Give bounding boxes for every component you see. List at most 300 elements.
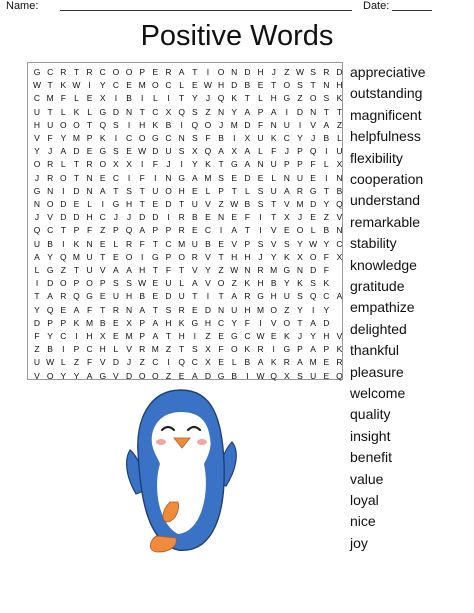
grid-letter[interactable]: I xyxy=(206,291,210,302)
grid-letter[interactable]: R xyxy=(336,357,343,368)
grid-letter[interactable]: Z xyxy=(205,106,211,117)
date-field[interactable] xyxy=(392,10,432,11)
grid-letter[interactable]: O xyxy=(309,251,317,262)
grid-letter[interactable]: C xyxy=(283,133,290,143)
grid-letter[interactable]: E xyxy=(113,317,119,328)
grid-letter[interactable]: M xyxy=(151,344,159,355)
grid-letter[interactable]: L xyxy=(258,93,263,104)
grid-letter[interactable]: A xyxy=(284,185,290,196)
grid-letter[interactable]: O xyxy=(125,251,133,262)
grid-letter[interactable]: E xyxy=(152,67,159,77)
grid-letter[interactable]: Y xyxy=(323,238,330,249)
grid-letter[interactable]: U xyxy=(178,291,185,302)
grid-letter[interactable]: B xyxy=(231,370,238,381)
grid-letter[interactable]: E xyxy=(73,199,80,209)
grid-letter[interactable]: Q xyxy=(99,119,107,130)
grid-letter[interactable]: Y xyxy=(73,370,80,381)
grid-letter[interactable]: K xyxy=(99,133,106,143)
grid-letter[interactable]: R xyxy=(60,291,67,302)
grid-letter[interactable]: J xyxy=(113,212,119,223)
grid-letter[interactable]: U xyxy=(47,119,54,130)
grid-letter[interactable]: T xyxy=(86,119,93,130)
grid-letter[interactable]: F xyxy=(310,159,316,170)
grid-letter[interactable]: W xyxy=(230,199,239,209)
grid-letter[interactable]: N xyxy=(125,304,133,315)
grid-letter[interactable]: T xyxy=(47,106,53,117)
grid-letter[interactable]: A xyxy=(60,146,67,157)
grid-letter[interactable]: K xyxy=(284,251,290,262)
grid-letter[interactable]: E xyxy=(191,185,198,196)
grid-letter[interactable]: Q xyxy=(217,93,225,104)
grid-letter[interactable]: Q xyxy=(309,146,317,157)
grid-letter[interactable]: P xyxy=(297,146,303,157)
grid-letter[interactable]: U xyxy=(33,357,41,368)
grid-letter[interactable]: H xyxy=(270,93,277,104)
grid-letter[interactable]: N xyxy=(310,106,317,117)
grid-letter[interactable]: T xyxy=(73,159,80,170)
grid-letter[interactable]: K xyxy=(244,278,251,289)
grid-letter[interactable]: Q xyxy=(270,370,277,381)
grid-letter[interactable]: E xyxy=(86,93,93,104)
grid-letter[interactable]: S xyxy=(113,278,119,289)
grid-letter[interactable]: X xyxy=(126,317,132,328)
grid-letter[interactable]: X xyxy=(205,344,211,355)
grid-letter[interactable]: I xyxy=(127,119,131,130)
grid-letter[interactable]: M xyxy=(296,199,304,209)
grid-letter[interactable]: J xyxy=(126,357,132,368)
grid-letter[interactable]: H xyxy=(231,251,238,262)
grid-letter[interactable]: I xyxy=(62,238,65,249)
grid-letter[interactable]: C xyxy=(60,331,67,341)
grid-letter[interactable]: P xyxy=(73,278,80,289)
grid-letter[interactable]: Y xyxy=(310,331,316,341)
grid-letter[interactable]: E xyxy=(86,146,93,157)
grid-letter[interactable]: E xyxy=(231,212,238,223)
grid-letter[interactable]: S xyxy=(178,146,185,157)
grid-letter[interactable]: V xyxy=(99,265,106,275)
grid-letter[interactable]: C xyxy=(112,80,119,91)
grid-letter[interactable]: Q xyxy=(191,119,199,130)
grid-letter[interactable]: I xyxy=(219,225,223,236)
grid-letter[interactable]: T xyxy=(271,80,277,91)
grid-letter[interactable]: E xyxy=(99,172,106,183)
grid-letter[interactable]: M xyxy=(178,238,186,249)
grid-letter[interactable]: J xyxy=(284,146,289,157)
grid-letter[interactable]: F xyxy=(152,159,158,170)
grid-letter[interactable]: R xyxy=(296,185,304,196)
grid-letter[interactable]: O xyxy=(309,93,317,104)
grid-letter[interactable]: N xyxy=(336,172,343,183)
grid-letter[interactable]: O xyxy=(138,133,146,143)
grid-letter[interactable]: V xyxy=(270,225,277,236)
grid-letter[interactable]: C xyxy=(323,291,330,302)
grid-letter[interactable]: Z xyxy=(73,357,80,368)
grid-letter[interactable]: G xyxy=(283,344,291,355)
grid-letter[interactable]: V xyxy=(126,344,132,355)
grid-letter[interactable]: U xyxy=(336,146,343,157)
grid-letter[interactable]: I xyxy=(35,278,39,289)
grid-letter[interactable]: Y xyxy=(323,304,330,315)
grid-letter[interactable]: D xyxy=(73,185,80,196)
grid-letter[interactable]: A xyxy=(191,278,198,289)
grid-letter[interactable]: N xyxy=(86,185,93,196)
grid-letter[interactable]: P xyxy=(297,159,303,170)
grid-letter[interactable]: Z xyxy=(218,265,224,275)
grid-letter[interactable]: B xyxy=(47,344,53,355)
grid-letter[interactable]: J xyxy=(48,146,53,157)
grid-letter[interactable]: R xyxy=(257,265,264,275)
grid-letter[interactable]: E xyxy=(323,357,330,368)
grid-letter[interactable]: L xyxy=(245,185,250,196)
grid-letter[interactable]: E xyxy=(191,304,198,315)
grid-letter[interactable]: U xyxy=(152,185,159,196)
grid-letter[interactable]: B xyxy=(323,133,330,143)
grid-letter[interactable]: I xyxy=(259,317,262,328)
grid-letter[interactable]: I xyxy=(325,172,328,183)
grid-letter[interactable]: X xyxy=(99,93,106,104)
grid-letter[interactable]: V xyxy=(310,119,316,130)
grid-letter[interactable]: X xyxy=(336,251,343,262)
grid-letter[interactable]: O xyxy=(165,185,172,196)
grid-letter[interactable]: Q xyxy=(336,199,343,209)
grid-letter[interactable]: L xyxy=(179,80,184,91)
grid-letter[interactable]: W xyxy=(256,370,265,381)
grid-letter[interactable]: K xyxy=(178,317,185,328)
grid-letter[interactable]: I xyxy=(62,185,65,196)
grid-letter[interactable]: P xyxy=(73,225,80,236)
grid-letter[interactable]: Z xyxy=(34,344,40,355)
grid-letter[interactable]: Y xyxy=(60,370,67,381)
grid-letter[interactable]: P xyxy=(165,251,172,262)
grid-letter[interactable]: U xyxy=(270,185,277,196)
grid-letter[interactable]: M xyxy=(309,357,317,368)
grid-letter[interactable]: F xyxy=(34,331,40,341)
grid-letter[interactable]: F xyxy=(47,133,53,143)
grid-letter[interactable]: U xyxy=(191,199,198,209)
grid-letter[interactable]: A xyxy=(152,331,159,341)
grid-letter[interactable]: K xyxy=(244,344,251,355)
grid-letter[interactable]: H xyxy=(99,344,106,355)
grid-letter[interactable]: A xyxy=(244,159,251,170)
grid-letter[interactable]: K xyxy=(297,278,303,289)
grid-letter[interactable]: E xyxy=(178,370,185,381)
grid-letter[interactable]: N xyxy=(336,225,343,236)
grid-letter[interactable]: M xyxy=(204,172,212,183)
grid-letter[interactable]: I xyxy=(127,172,131,183)
grid-letter[interactable]: S xyxy=(284,238,290,249)
grid-letter[interactable]: B xyxy=(47,238,53,249)
grid-letter[interactable]: U xyxy=(86,265,93,275)
grid-letter[interactable]: T xyxy=(179,199,185,209)
grid-letter[interactable]: K xyxy=(231,93,238,104)
grid-letter[interactable]: L xyxy=(310,225,316,236)
grid-letter[interactable]: N xyxy=(47,185,54,196)
grid-letter[interactable]: K xyxy=(323,278,330,289)
grid-letter[interactable]: B xyxy=(270,278,277,289)
grid-letter[interactable]: K xyxy=(336,344,343,355)
grid-letter[interactable]: A xyxy=(336,291,343,302)
grid-letter[interactable]: E xyxy=(152,278,159,289)
grid-letter[interactable]: P xyxy=(323,344,330,355)
grid-letter[interactable]: D xyxy=(310,265,317,275)
grid-letter[interactable]: E xyxy=(60,304,67,315)
grid-letter[interactable]: Q xyxy=(46,304,54,315)
grid-letter[interactable]: D xyxy=(60,199,67,209)
grid-letter[interactable]: C xyxy=(125,133,133,143)
grid-letter[interactable]: O xyxy=(59,119,67,130)
grid-letter[interactable]: L xyxy=(87,106,92,117)
grid-letter[interactable]: Y xyxy=(191,93,198,104)
grid-letter[interactable]: T xyxy=(271,199,277,209)
grid-letter[interactable]: R xyxy=(323,67,330,77)
grid-letter[interactable]: B xyxy=(244,199,251,209)
grid-letter[interactable]: M xyxy=(270,265,278,275)
grid-letter[interactable]: A xyxy=(323,119,330,130)
grid-letter[interactable]: W xyxy=(256,331,265,341)
grid-letter[interactable]: W xyxy=(203,80,212,91)
grid-letter[interactable]: A xyxy=(231,225,238,236)
grid-letter[interactable]: B xyxy=(139,291,146,302)
grid-letter[interactable]: O xyxy=(59,278,67,289)
grid-letter[interactable]: S xyxy=(310,67,316,77)
grid-letter[interactable]: F xyxy=(244,317,250,328)
grid-letter[interactable]: S xyxy=(297,370,303,381)
grid-letter[interactable]: E xyxy=(113,251,119,262)
grid-letter[interactable]: S xyxy=(113,119,119,130)
grid-letter[interactable]: F xyxy=(165,265,172,275)
grid-letter[interactable]: D xyxy=(165,291,172,302)
grid-letter[interactable]: C xyxy=(99,212,106,223)
grid-letter[interactable]: K xyxy=(73,238,80,249)
grid-letter[interactable]: I xyxy=(141,93,144,104)
grid-letter[interactable]: Y xyxy=(99,80,106,91)
grid-letter[interactable]: I xyxy=(141,251,144,262)
grid-letter[interactable]: N xyxy=(33,199,41,209)
grid-letter[interactable]: D xyxy=(112,106,119,117)
grid-letter[interactable]: B xyxy=(126,93,132,104)
grid-letter[interactable]: I xyxy=(114,133,118,143)
grid-letter[interactable]: R xyxy=(165,67,172,77)
grid-letter[interactable]: E xyxy=(152,199,159,209)
grid-letter[interactable]: A xyxy=(139,304,146,315)
grid-letter[interactable]: B xyxy=(99,317,106,328)
grid-letter[interactable]: T xyxy=(192,67,198,77)
grid-letter[interactable]: D xyxy=(296,106,304,117)
grid-letter[interactable]: H xyxy=(323,331,330,341)
grid-letter[interactable]: K xyxy=(152,119,159,130)
grid-letter[interactable]: Y xyxy=(191,159,198,170)
grid-letter[interactable]: F xyxy=(86,225,93,236)
grid-letter[interactable]: H xyxy=(270,291,277,302)
grid-letter[interactable]: Z xyxy=(139,357,145,368)
grid-letter[interactable]: D xyxy=(60,212,67,223)
grid-letter[interactable]: X xyxy=(205,357,211,368)
grid-letter[interactable]: C xyxy=(165,80,172,91)
grid-letter[interactable]: V xyxy=(99,357,106,368)
grid-letter[interactable]: E xyxy=(231,172,238,183)
grid-letter[interactable]: D xyxy=(204,370,211,381)
grid-letter[interactable]: D xyxy=(204,304,211,315)
grid-letter[interactable]: O xyxy=(283,317,291,328)
grid-letter[interactable]: H xyxy=(139,119,146,130)
grid-letter[interactable]: W xyxy=(295,67,305,77)
grid-letter[interactable]: J xyxy=(218,119,224,130)
grid-letter[interactable]: N xyxy=(86,238,93,249)
grid-letter[interactable]: Z xyxy=(205,331,211,341)
grid-letter[interactable]: Z xyxy=(100,225,106,236)
grid-letter[interactable]: B xyxy=(336,185,343,196)
grid-letter[interactable]: C xyxy=(99,67,106,77)
grid-letter[interactable]: R xyxy=(191,251,198,262)
grid-letter[interactable]: U xyxy=(231,304,238,315)
grid-letter[interactable]: P xyxy=(165,225,172,236)
grid-letter[interactable]: P xyxy=(73,344,80,355)
grid-letter[interactable]: L xyxy=(113,238,119,249)
grid-letter[interactable]: G xyxy=(230,159,238,170)
grid-letter[interactable]: U xyxy=(165,278,172,289)
grid-letter[interactable]: X xyxy=(126,159,132,170)
grid-letter[interactable]: P xyxy=(99,278,106,289)
grid-letter[interactable]: A xyxy=(47,291,53,302)
grid-letter[interactable]: T xyxy=(218,251,224,262)
grid-letter[interactable]: W xyxy=(32,80,42,91)
grid-letter[interactable]: D xyxy=(336,67,343,77)
grid-letter[interactable]: F xyxy=(139,238,145,249)
grid-letter[interactable]: E xyxy=(113,331,119,341)
grid-letter[interactable]: T xyxy=(139,199,145,209)
grid-letter[interactable]: O xyxy=(73,119,80,130)
grid-letter[interactable]: G xyxy=(178,172,185,183)
grid-letter[interactable]: P xyxy=(139,67,146,77)
grid-letter[interactable]: B xyxy=(244,80,251,91)
grid-letter[interactable]: T xyxy=(139,185,145,196)
grid-letter[interactable]: Y xyxy=(47,251,53,262)
grid-letter[interactable]: E xyxy=(323,370,330,381)
grid-letter[interactable]: F xyxy=(86,304,93,315)
grid-letter[interactable]: C xyxy=(33,93,41,104)
grid-letter[interactable]: C xyxy=(165,133,172,143)
grid-letter[interactable]: Q xyxy=(178,106,185,117)
grid-letter[interactable]: I xyxy=(101,199,104,209)
grid-letter[interactable]: I xyxy=(206,67,210,77)
grid-letter[interactable]: F xyxy=(244,212,250,223)
grid-letter[interactable]: O xyxy=(230,344,238,355)
grid-letter[interactable]: P xyxy=(244,238,251,249)
grid-letter[interactable]: K xyxy=(270,357,277,368)
grid-letter[interactable]: X xyxy=(244,133,251,143)
grid-letter[interactable]: G xyxy=(86,291,93,302)
grid-letter[interactable]: N xyxy=(218,212,225,223)
grid-letter[interactable]: X xyxy=(336,159,343,170)
grid-letter[interactable]: Z xyxy=(323,212,329,223)
grid-letter[interactable]: Y xyxy=(205,265,211,275)
grid-letter[interactable]: D xyxy=(112,357,119,368)
grid-letter[interactable]: R xyxy=(178,212,185,223)
grid-letter[interactable]: W xyxy=(46,357,55,368)
grid-letter[interactable]: J xyxy=(297,212,303,223)
grid-letter[interactable]: V xyxy=(34,133,40,143)
grid-letter[interactable]: T xyxy=(297,317,303,328)
name-field[interactable] xyxy=(60,10,352,11)
grid-letter[interactable]: L xyxy=(60,106,66,117)
grid-letter[interactable]: G xyxy=(283,93,291,104)
grid-letter[interactable]: R xyxy=(47,172,54,183)
grid-letter[interactable]: H xyxy=(86,331,93,341)
grid-letter[interactable]: V xyxy=(113,370,119,381)
grid-letter[interactable]: E xyxy=(310,172,316,183)
grid-letter[interactable]: R xyxy=(86,159,93,170)
grid-letter[interactable]: P xyxy=(139,331,146,341)
grid-letter[interactable]: G xyxy=(283,265,291,275)
grid-letter[interactable]: O xyxy=(283,80,291,91)
grid-letter[interactable]: C xyxy=(47,225,54,236)
grid-letter[interactable]: L xyxy=(113,344,119,355)
grid-letter[interactable]: V xyxy=(231,238,238,249)
grid-letter[interactable]: A xyxy=(310,317,316,328)
grid-letter[interactable]: T xyxy=(179,344,185,355)
grid-letter[interactable]: H xyxy=(139,265,146,275)
grid-letter[interactable]: D xyxy=(165,199,172,209)
grid-letter[interactable]: B xyxy=(205,238,211,249)
grid-letter[interactable]: G xyxy=(152,133,159,143)
grid-letter[interactable]: M xyxy=(230,119,238,130)
grid-letter[interactable]: I xyxy=(114,93,118,104)
grid-letter[interactable]: D xyxy=(323,317,330,328)
grid-letter[interactable]: E xyxy=(270,331,277,341)
grid-letter[interactable]: V xyxy=(47,212,53,223)
grid-letter[interactable]: I xyxy=(311,304,315,315)
grid-letter[interactable]: O xyxy=(204,119,212,130)
grid-letter[interactable]: Z xyxy=(165,344,172,355)
grid-letter[interactable]: H xyxy=(257,278,264,289)
grid-letter[interactable]: I xyxy=(259,225,262,236)
grid-letter[interactable]: I xyxy=(272,344,275,355)
grid-letter[interactable]: V xyxy=(205,199,211,209)
grid-letter[interactable]: O xyxy=(46,199,54,209)
grid-letter[interactable]: T xyxy=(218,159,224,170)
grid-letter[interactable]: E xyxy=(191,225,198,236)
grid-letter[interactable]: O xyxy=(178,251,185,262)
grid-letter[interactable]: Z xyxy=(336,119,343,130)
grid-letter[interactable]: L xyxy=(74,93,79,104)
grid-letter[interactable]: Y xyxy=(297,133,303,143)
grid-letter[interactable]: P xyxy=(218,185,224,196)
grid-letter[interactable]: F xyxy=(60,93,66,104)
grid-letter[interactable]: K xyxy=(205,159,211,170)
grid-letter[interactable]: X xyxy=(297,251,303,262)
grid-letter[interactable]: X xyxy=(165,106,172,117)
grid-letter[interactable]: C xyxy=(47,67,54,77)
grid-letter[interactable]: O xyxy=(46,370,54,381)
grid-letter[interactable]: G xyxy=(257,291,264,302)
grid-letter[interactable]: I xyxy=(88,80,91,91)
grid-letter[interactable]: L xyxy=(271,172,277,183)
grid-letter[interactable]: E xyxy=(126,80,132,91)
grid-letter[interactable]: T xyxy=(244,93,250,104)
grid-letter[interactable]: M xyxy=(72,251,80,262)
grid-letter[interactable]: V xyxy=(191,265,198,275)
grid-letter[interactable]: F xyxy=(323,251,329,262)
grid-letter[interactable]: O xyxy=(33,159,41,170)
grid-letter[interactable]: V xyxy=(34,370,40,381)
grid-letter[interactable]: G xyxy=(112,199,120,209)
grid-letter[interactable]: E xyxy=(99,238,106,249)
grid-letter[interactable]: H xyxy=(86,212,93,223)
grid-letter[interactable]: V xyxy=(205,278,211,289)
grid-letter[interactable]: R xyxy=(112,304,119,315)
grid-letter[interactable]: U xyxy=(86,251,93,262)
grid-letter[interactable]: A xyxy=(244,106,251,117)
